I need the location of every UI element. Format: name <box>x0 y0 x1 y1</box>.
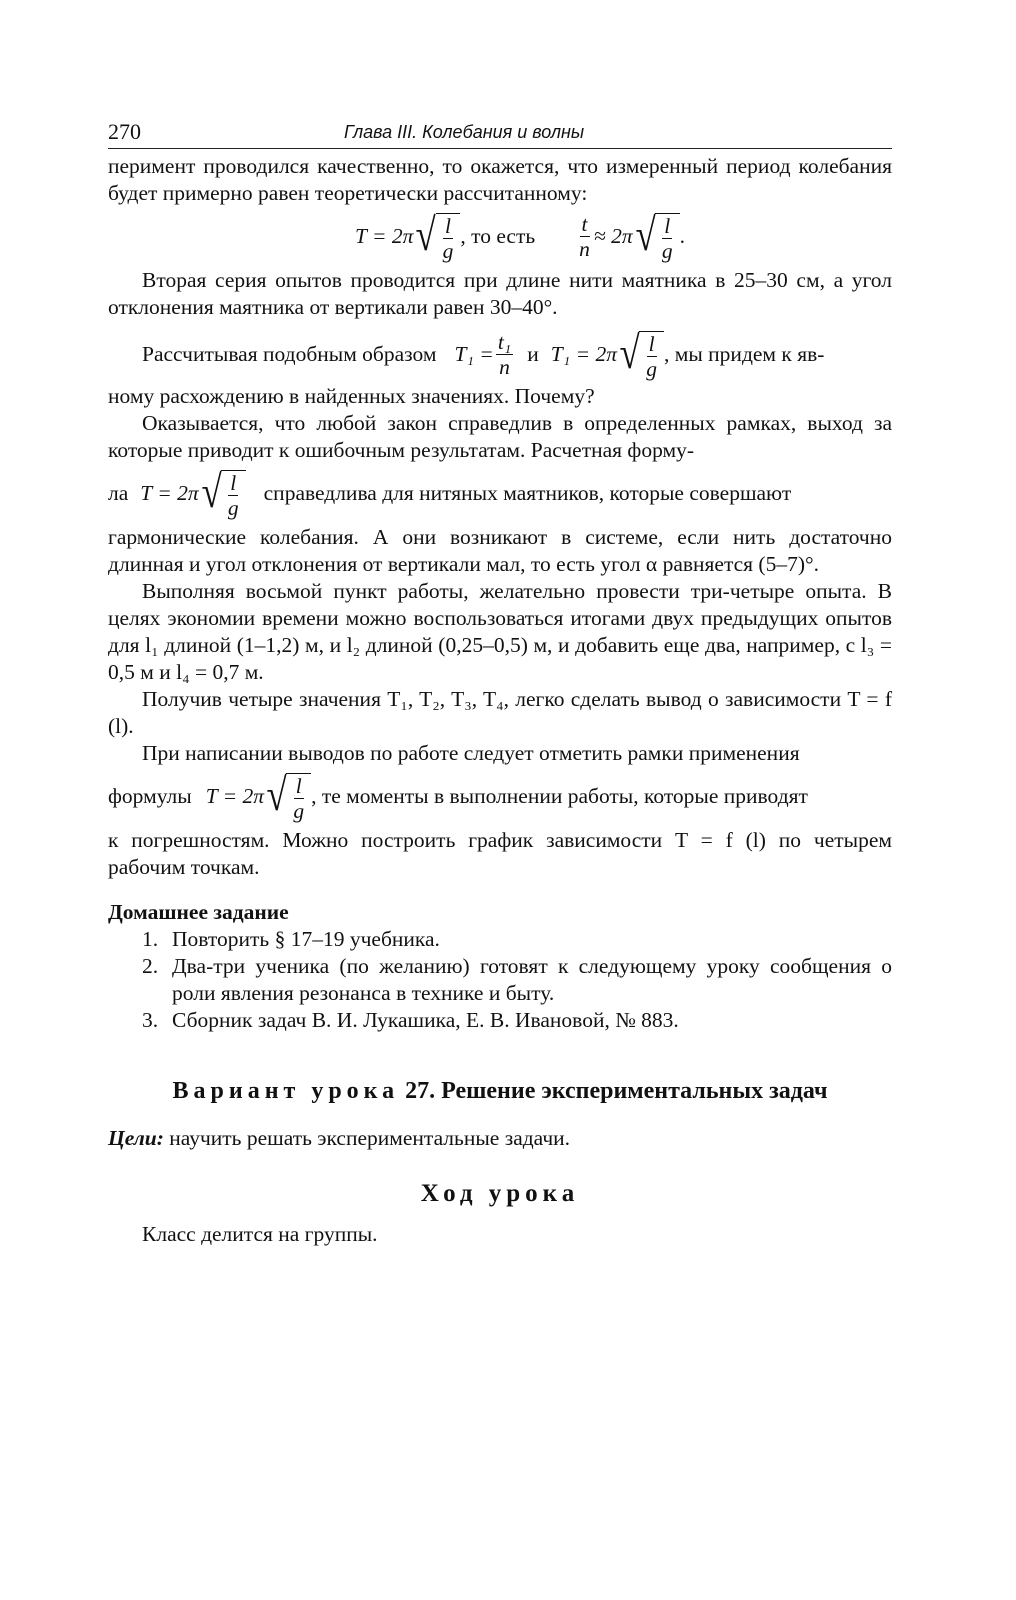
text-la: ла <box>108 480 129 505</box>
homework-title: Домашнее задание <box>108 900 289 924</box>
item-text: Сборник задач В. И. Лукашика, Е. В. Ивановой, № 883. <box>172 1008 679 1032</box>
homework-list <box>108 926 892 1034</box>
lesson-title <box>108 1078 892 1105</box>
goals-text: научить решать экспериментальные задачи. <box>169 1126 571 1150</box>
eq-T1: T₁ = <box>454 341 494 366</box>
sqrt-l-over-g <box>199 466 246 520</box>
list-item <box>142 953 892 1007</box>
frac-t-over-n <box>577 212 592 261</box>
frac-num: t <box>581 211 588 236</box>
paragraph-9: к погрешностям. Можно построить график зависимости T = f (l) по четырем рабочим точкам. <box>108 828 892 879</box>
eq-T1-2pi: T₁ = 2π <box>550 341 617 366</box>
frac-den: g <box>646 357 657 381</box>
frac-t1-over-n <box>496 330 513 379</box>
paragraph-3-formula-line <box>108 327 892 381</box>
eq-T-2pi: T = 2π <box>355 223 414 248</box>
frac-den: n <box>499 354 510 379</box>
sqrt-l-over-g <box>633 209 680 263</box>
paragraph-6: Выполняя восьмой пункт работы, желательно провести три-четыре опыта. В целях экономии времени можно воспользоваться итогами двух предыдущих опытов для l₁ длиной (1–1,2) м, и l₂ длиной (0,25–0,5) м, и добавить еще два, например, с l₃ = 0,5 м и l₄ = 0,7 м. <box>108 579 892 684</box>
sqrt-l-over-g <box>617 327 664 381</box>
page-header <box>108 118 892 149</box>
lesson-title-rest: 27. Решение экспериментальных задач <box>405 1078 828 1104</box>
frac-num: l <box>648 332 655 356</box>
goals-label: Цели: <box>108 1126 164 1150</box>
item-text: Два-три ученика (по желанию) готовят к следующему уроку сообщения о роли явления резонанса в технике и быту. <box>172 954 892 1005</box>
frac-num: l <box>664 214 671 238</box>
eq-T-2pi: T = 2π <box>205 783 265 808</box>
eq-T-2pi: T = 2π <box>140 480 199 505</box>
course-text: Класс делится на группы. <box>142 1222 378 1246</box>
item-number: 3. <box>142 1008 159 1032</box>
frac-den: g <box>661 239 673 263</box>
paragraph-5: гармонические колебания. А они возникают в системе, если нить достаточно длинная и угол отклонения от вертикали мал, то есть угол α равняется (5–7)°. <box>108 525 892 576</box>
paragraph-8: При написании выводов по работе следует отметить рамки применения <box>142 741 800 765</box>
radical-sign: √ <box>201 466 222 517</box>
item-text: Повторить § 17–19 учебника. <box>172 927 440 951</box>
paragraph-8-formula-line <box>108 769 892 823</box>
text-valid-for: справедлива для нитяных маятников, которые совершают <box>263 480 792 505</box>
item-number: 1. <box>142 927 159 951</box>
radical-sign: √ <box>415 209 437 260</box>
text-formulas: формулы <box>108 783 192 808</box>
paragraph-4: Оказывается, что любой закон справедлив в определенных рамках, выход за которые приводит к ошибочным результатам. Расчетная форму- <box>108 411 892 462</box>
eq-approx-2pi: ≈ 2π <box>593 223 633 248</box>
paragraph-2: Вторая серия опытов проводится при длине нити маятника в 25–30 см, а угол отклонения маятника от вертикали равен 30–40°. <box>108 268 892 319</box>
lesson-title-spaced: Вариант урока <box>172 1078 400 1104</box>
equation-period <box>148 209 892 263</box>
running-title: Глава III. Колебания и волны <box>344 122 585 142</box>
item-number: 2. <box>142 954 159 978</box>
eq-period-end: . <box>679 223 685 248</box>
text-we-come: , мы придем к яв- <box>664 341 825 366</box>
sqrt-l-over-g <box>413 209 460 263</box>
frac-num: l <box>230 471 237 495</box>
list-item <box>142 926 892 953</box>
text-and: и <box>527 341 539 366</box>
paragraph-4-formula-line <box>108 466 892 520</box>
list-item <box>142 1007 892 1034</box>
paragraph-7: Получив четыре значения T₁, T₂, T₃, T₄, легко сделать вывод о зависимости T = f (l). <box>108 687 892 738</box>
frac-num: l <box>444 214 451 238</box>
page-number: 270 <box>108 119 141 144</box>
course-heading: Ход урока <box>420 1180 580 1207</box>
frac-den: g <box>227 496 239 520</box>
book-page <box>108 118 892 1248</box>
text-those-moments: , те моменты в выполнении работы, которые приводят <box>311 783 808 808</box>
frac-den: g <box>442 239 454 263</box>
frac-num: l <box>295 774 302 798</box>
frac-den: n <box>579 236 590 261</box>
radical-sign: √ <box>619 327 640 378</box>
radical-sign: √ <box>635 209 656 260</box>
sqrt-l-over-g <box>264 769 311 823</box>
paragraph-1: перимент проводился качественно, то окажется, что измеренный период колебания будет примерно равен теоретически рассчитанному: <box>108 154 892 205</box>
eq-connector: , то есть <box>460 223 536 248</box>
lesson-goals <box>108 1125 892 1152</box>
frac-num: t₁ <box>497 329 512 354</box>
text-calculating: Рассчитывая подобным образом <box>142 341 437 366</box>
radical-sign: √ <box>266 769 287 820</box>
paragraph-3-end: ному расхождению в найденных значениях. Почему? <box>108 384 595 408</box>
frac-den: g <box>293 799 305 823</box>
